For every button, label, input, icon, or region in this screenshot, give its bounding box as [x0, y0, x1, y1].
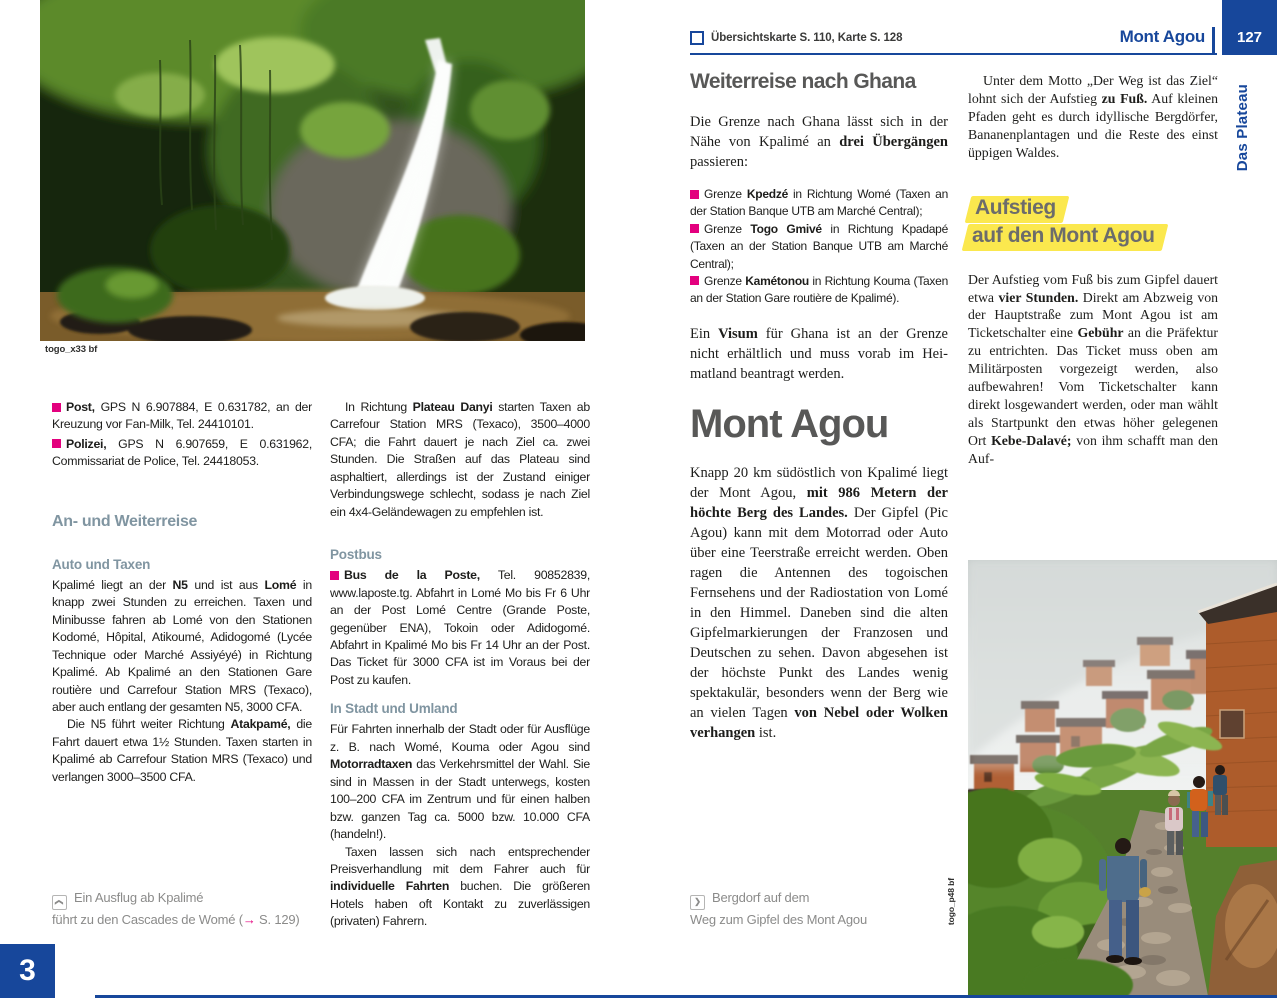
stadt-paragraph-1: Für Fahrten innerhalb der Stadt oder für Ausflüge z. B. nach Womé, Kouma oder Agou sind Motorradtaxen das Verkehrsmittel der Wahl. Sie sind in Massen in der Stadt unterwegs, kosten 100–200 CFA im Zentrum und für einen halben bzw. ganzen Tag ca. 5000 bzw. 10.000 CFA (handeln!).: [330, 722, 590, 842]
chevron-glyph: ❯: [54, 899, 64, 906]
aufstieg-paragraph: Der Aufstieg vom Fuß bis zum Gipfel dauert etwa vier Stunden. Direkt am Abzweig von der Hauptstraße zum Mont Agou ist am Ticketschalter eine Gebühr an die Präfektur zu entrichten. Das Ticket muss oben am Militärposten vorgezeigt werden, also aufbewahren! Vom Ticketschalter kann direkt losgewandert werden, oder man wählt als Startpunkt den etwas höher gelegenen Ort Kebe-Dalavé; von ihm schafft man den Auf-: [968, 271, 1219, 466]
map-square-icon: [690, 31, 704, 45]
bullet-icon: [52, 439, 61, 448]
column-practical-right: [330, 399, 590, 931]
header-rule: [690, 53, 1217, 55]
postbus-text: Bus de la Poste, Tel. 90852839, www.laposte.tg. Abfahrt in Lomé Mo bis Fr 6 Uhr an der Post Lomé Centre (Grande Poste, gegenüber ENA), Tokoin oder Adidogomé. Abfahrt in Kpalimé Mo bis Fr 14 Uhr an der Post. Das Ticket für 3000 CFA ist im Voraus bei der Post zu kaufen.: [330, 568, 590, 687]
heading-mont-agou: Mont Agou: [690, 401, 889, 446]
mont-agou-paragraph: Knapp 20 km südöstlich von Kpalimé liegt der Mont Agou, mit 986 Metern der höchte Berg des Landes. Der Gipfel (Pic Agou) kann mit dem Motorrad oder Auto über eine Teerstraße erreicht werden. Oben ragen die Antennen des togoischen Fernsehens und der Radiostation von Lomé in den Himmel. Daneben sind die alten Gipfelmarkierungen der Franzosen und Deutschen zu sehen. Davon abgesehen ist der höchste Punkt des Landes wenig spektakulär, besonders wenn der Berg wie an vielen Tagen von Nebel oder Wolken verhangen ist.: [690, 464, 948, 741]
highlight-line-2: auf den Mont Agou: [965, 222, 1165, 251]
post-text: Post, GPS N 6.907884, E 0.631782, an der Kreuzung vor Fan-Milk, Tel. 24410101.: [52, 400, 312, 432]
postbus-entry: [330, 567, 590, 689]
column-right: [968, 72, 1218, 468]
chapter-number-badge: 3: [0, 944, 55, 998]
waterfall-photo-illustration: [40, 0, 585, 341]
bullet-icon: [690, 224, 699, 233]
bullet-icon: [52, 403, 61, 412]
post-entry: [52, 399, 312, 434]
heading-weiterreise-nach-ghana: Weiterreise nach Ghana: [690, 70, 916, 93]
heading-an-und-weiterreise: An- und Weiterreise: [52, 512, 198, 530]
caption-bergdorf: [690, 888, 960, 931]
page-number-badge: 127: [1222, 0, 1277, 55]
crossing-togo-gmive: Grenze Togo Gmivé in Richtung Kpadapé (Taxen an der Station Banque UTB am Marché Central);: [690, 221, 949, 271]
bullet-icon: [330, 571, 339, 580]
bullet-icon: [690, 276, 699, 285]
auto-paragraph-1: Kpalimé liegt an der N5 und ist aus Lomé in knapp zwei Stunden zu erreichen. Taxen und Minibusse fahren ab Lomé von den Stationen Kodomé, Hôpital, Atikoumé, Adidogomé (Lycée Technique oder Marché Assiyéyé) in Richtung Kpalimé. Ab Kpalimé an den Stationen Gare routière und Carrefour Station MRS (Texaco), aber auch entlang der gesamten N5, 3000 CFA.: [52, 577, 312, 714]
caption-line-2: Weg zum Gipfel des Mont Agou: [690, 911, 867, 927]
footer-rule: [95, 995, 1277, 998]
caption-line-1: Bergdorf auf dem: [712, 890, 810, 905]
header-rule-vertical: [1212, 27, 1215, 55]
subheading-in-stadt-und-umland: In Stadt und Umland: [330, 701, 458, 717]
map-reference-label: Übersichtskarte S. 110, Karte S. 128: [711, 32, 903, 44]
caption-line-2: führt zu den Cascades de Womé (→ S. 129): [52, 911, 300, 927]
village-photo-credit: togo_p48 bf: [946, 878, 956, 926]
photo-reference-up-icon: [52, 895, 67, 910]
auto-paragraph-2: Die N5 führt weiter Richtung Atakpamé, die Fahrt dauert etwa 1½ Stunden. Taxen starten in Kpalimé ab Carrefour Station MRS (Texaco) und verlangen 3000–3500 CFA.: [52, 717, 312, 784]
header-section-title: Mont Agou: [1119, 27, 1205, 46]
subheading-auto-und-taxen: Auto und Taxen: [52, 556, 151, 572]
list-item: [690, 221, 948, 273]
list-item: [690, 186, 948, 221]
police-entry: [52, 436, 312, 471]
police-text: Polizei, GPS N 6.907659, E 0.631962, Commissariat de Police, Tel. 24418053.: [52, 436, 312, 469]
subheading-postbus: Postbus: [330, 547, 382, 563]
list-item: [690, 273, 948, 308]
aufstieg-intro: Unter dem Motto „Der Weg ist das Ziel“ lohnt sich der Aufstieg zu Fuß. Auf kleinen Pfaden geht es durch idyllische Bergdörfer, Bananenplantagen und die Reste des einst üppigen Waldes.: [968, 73, 1218, 160]
caption-cascades: [52, 888, 322, 931]
crossing-kpedze: Grenze Kpedzé in Richtung Womé (Taxen an der Station Banque UTB am Marché Central);: [690, 187, 948, 219]
heading-aufstieg-highlighted: [968, 194, 1218, 251]
ghana-intro: Die Grenze nach Ghana lässt sich in der Nähe von Kpalimé an drei Übergängen passieren:: [690, 114, 948, 170]
village-photo-illustration: [968, 560, 1277, 996]
chapter-sidebar-tab: Das Plateau: [1234, 84, 1251, 172]
danyi-paragraph: In Richtung Plateau Danyi starten Taxen ab Carrefour Station MRS (Texaco), 3500–4000 CFA; die Fahrt dauert je nach Ziel ca. zwei Stunden. Die Straßen auf das Plateau sind asphaltiert, allerdings ist der Zustand einiger Verbindungswege schlecht, sodass je nach Ziel ein 4x4-Geländewagen zu empfehlen ist.: [330, 400, 590, 519]
chevron-glyph: ❯: [694, 897, 701, 906]
photo-reference-right-icon: [690, 895, 705, 910]
bullet-icon: [690, 190, 699, 199]
village-photo: [968, 560, 1277, 996]
highlight-line-1: Aufstieg: [968, 194, 1066, 223]
stadt-paragraph-2: Taxen lassen sich nach entsprechender Preisverhandlung mit dem Fahrer auch für individuelle Fahrten buchen. Die größeren Hotels haben oft Kontakt zu zuverlässigen (privaten) Fahrern.: [330, 844, 591, 929]
column-main: [690, 70, 948, 743]
border-crossings-list: [690, 186, 948, 308]
waterfall-photo-credit: togo_x33 bf: [45, 344, 98, 355]
column-practical-left: [52, 399, 312, 786]
caption-line-1: Ein Ausflug ab Kpalimé: [74, 890, 204, 905]
crossing-kametonou: Grenze Kamétonou in Richtung Kouma (Taxen an der Station Gare routière de Kpalimé).: [690, 273, 948, 306]
header-map-reference: [690, 31, 902, 45]
waterfall-photo: [40, 0, 585, 341]
visum-paragraph: Ein Visum für Ghana ist an der Grenze nicht erhältlich und muss vorab im Heimatland beantragt werden.: [690, 325, 948, 382]
